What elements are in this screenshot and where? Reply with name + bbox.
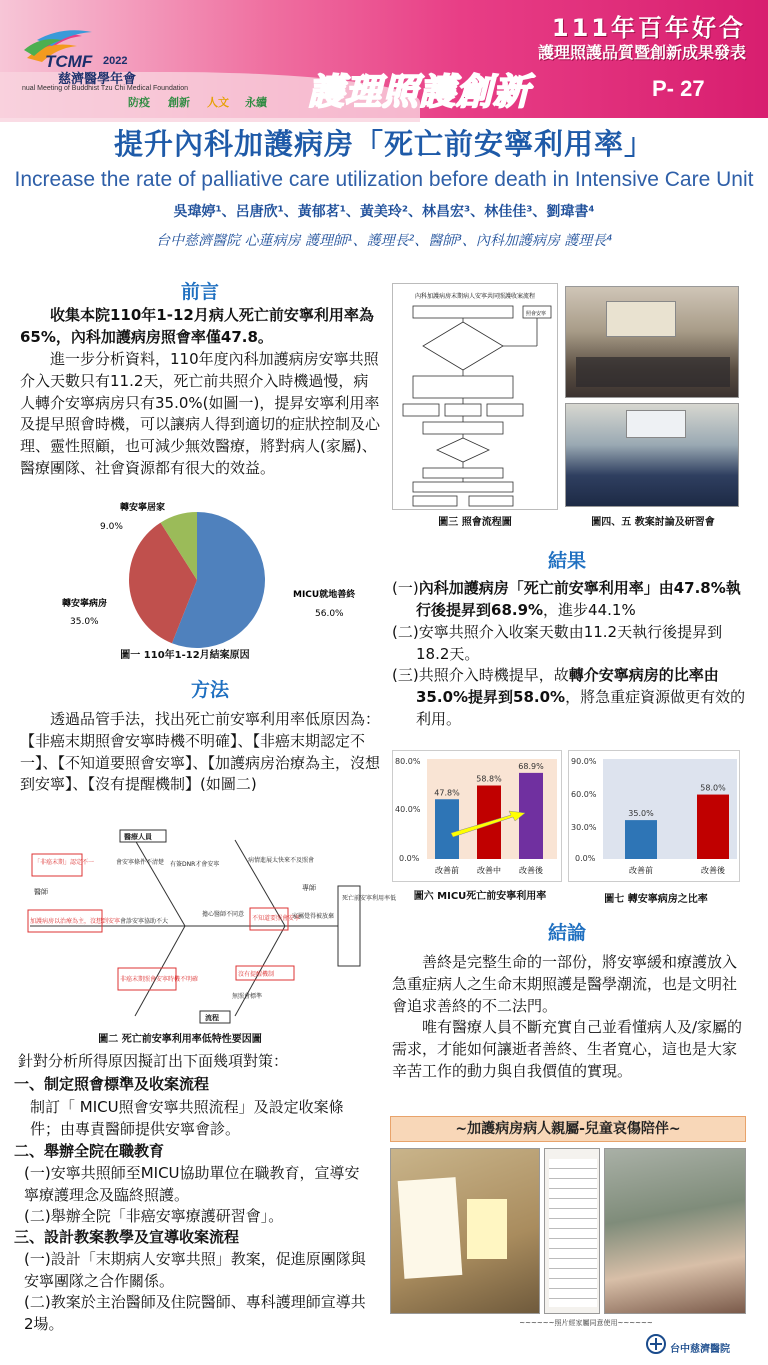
book-page-2 xyxy=(467,1199,507,1259)
flow-title: 內科加護病房末期病人安寧共同照護收案流程 xyxy=(414,293,536,300)
step1-text: 制訂「 MICU照會安寧共照流程」及設定收案條件；由專責醫師提供安寧會診。 xyxy=(30,1098,344,1138)
method-p1: 透過品管手法，找出死亡前安寧利用率低原因為：【非癌末期照會安寧時機不明確】、【非癌末期認定不一】、【不知道要照會安寧】、【加護病房治療為主，沒想到安寧】、【沒有提醒機制】(如圖二) xyxy=(20,710,381,794)
bar-label: 35.0% xyxy=(628,809,654,819)
flow-decision-2 xyxy=(437,438,489,462)
y-tick-60: 60.0% xyxy=(571,790,597,799)
bar-chart-micu xyxy=(392,750,562,882)
banner-line3: 護理照護創新 xyxy=(308,72,531,113)
authors: 吳瑋婷¹、呂唐欣¹、黃郁茗¹、黃美玲²、林昌宏³、林佳佳³、劉瑋書⁴ xyxy=(173,204,595,220)
banner-line1: 111年百年好合 xyxy=(551,14,746,42)
fish-c4: 病情進展太快來不及照會 xyxy=(248,857,315,864)
result-2: (二)安寧共照介入收案天數由11.2天執行後提昇到18.2天。 xyxy=(392,623,723,663)
flow-step-7a xyxy=(413,496,457,506)
result-heading: 結果 xyxy=(547,550,586,572)
family-banner: ~加護病房病人親屬-兒童哀傷陪伴~ xyxy=(390,1116,746,1142)
fig3-caption: 圖三 照會流程圖 xyxy=(438,517,512,528)
fishbone-diagram xyxy=(20,828,397,1024)
photo-consent-note: ~~~~~~照片經家屬同意使用~~~~~~ xyxy=(519,1319,653,1327)
header-banner xyxy=(0,0,768,118)
result-1-num: (一) xyxy=(392,579,419,597)
intro-heading: 前言 xyxy=(180,281,219,303)
y-tick-40: 40.0% xyxy=(395,805,421,814)
photo-letter xyxy=(544,1148,600,1314)
page-title: 提升內科加護病房「死亡前安寧利用率」 xyxy=(113,127,654,161)
x-tick: 改善前 xyxy=(435,866,459,875)
fish-c1: 「非癌末期」認定不一 xyxy=(34,859,95,866)
fish-nurse: 專師 xyxy=(302,884,316,892)
step2-text-b: (二)舉辦全院「非癌安寧療護研習會」。 xyxy=(24,1207,284,1225)
photo-case-discussion xyxy=(565,286,739,398)
step3-heading: 三、設計教案教學及宣導收案流程 xyxy=(14,1228,240,1246)
y-tick-90: 90.0% xyxy=(571,757,597,766)
letter-lines xyxy=(549,1159,597,1307)
intro-p2: 進一步分析資料，110年度內科加護病房安寧共照介入天數只有11.2天，死亡前共照介入時機過慢，病人轉介安寧病房只有35.0%(如圖一)，提昇安寧利用率及提早照會時機，可以讓病人得到適切的症狀控制及心理、靈性照顧，也可減少無效醫療，將對病人(家屬)、醫療團隊、社會資源都有很大的效益。 xyxy=(20,350,381,477)
fig45-caption: 圖四、五 教案討論及研習會 xyxy=(591,517,715,528)
y-tick-0: 0.0% xyxy=(399,854,420,863)
fig1-caption: 圖一 110年1-12月結案原因 xyxy=(120,650,250,661)
result-1 xyxy=(392,578,752,622)
logo-year: 2022 xyxy=(103,55,128,67)
bar xyxy=(435,799,459,859)
flow-step-4 xyxy=(423,422,503,434)
fish-c12: 無照會標準 xyxy=(232,993,263,1000)
step2-text-a: (一)安寧共照師至MICU協助單位在職教育，宣導安寧療護理念及臨終照護。 xyxy=(24,1164,360,1204)
page-subtitle: Increase the rate of palliative care utilization before death in Intensive Care Unit xyxy=(14,168,754,191)
flow-end-label: 照會安寧 xyxy=(526,311,547,317)
logo-tcmf: TCMF xyxy=(45,52,93,71)
flow-step-5 xyxy=(423,468,503,478)
y-tick-80: 80.0% xyxy=(395,757,421,766)
pie-chart xyxy=(20,500,380,660)
pie-value-home: 9.0% xyxy=(100,522,123,532)
flowchart-figure xyxy=(392,283,558,510)
flow-step-1 xyxy=(413,306,513,318)
intro-p1: 收集本院110年1-12月病人死亡前安寧利用率為65%，內科加護病房照會率僅47.8。 xyxy=(20,306,374,346)
pie-label-home: 轉安寧居家 xyxy=(120,503,166,513)
bar-chart-ward xyxy=(568,750,740,882)
x-tick: 改善後 xyxy=(519,866,543,875)
x-tick: 改善前 xyxy=(629,866,653,875)
result-1-bold: 內科加護病房「死亡前安寧利用率」由47.8%執行後提昇到68.9% xyxy=(416,579,741,619)
step3-text-b: (二)教案於主治醫師及住院醫師、專科護理師宣導共2場。 xyxy=(24,1293,366,1333)
photo-bedside xyxy=(604,1148,746,1314)
method-heading: 方法 xyxy=(190,679,229,701)
photo-drawing-book xyxy=(390,1148,540,1314)
fish-doctor: 醫師 xyxy=(34,888,48,896)
pie-value-ward: 35.0% xyxy=(70,617,99,627)
logo-cn: 慈濟醫學年會 xyxy=(58,72,137,87)
flow-step-3c xyxy=(487,404,523,416)
fig7-caption: 圖七 轉安寧病房之比率 xyxy=(604,894,708,905)
page-number: P- 27 xyxy=(652,76,705,101)
slogan-2: 創新 xyxy=(168,96,190,109)
bar-label: 68.9% xyxy=(518,761,544,771)
bar xyxy=(519,773,543,859)
step2-heading: 二、舉辦全院在職教育 xyxy=(14,1142,165,1160)
banner-line2: 護理照護品質暨創新成果發表 xyxy=(537,43,746,62)
result-3-bold: 轉介安寧病房的比率由35.0%提昇到58.0% xyxy=(416,666,719,706)
logo-en: nual Meeting of Buddhist Tzu Chi Medical Foundation xyxy=(22,85,189,92)
hospital-logo-text: 台中慈濟醫院 xyxy=(670,1344,730,1355)
photo-screen xyxy=(606,301,676,337)
flow-decision-1 xyxy=(423,322,503,370)
result-3 xyxy=(392,665,748,730)
bar-label: 47.8% xyxy=(434,788,460,798)
flow-step-3b xyxy=(445,404,481,416)
fish-c2: 會安寧條件不清楚 xyxy=(116,859,165,866)
step1-heading: 一、制定照會標準及收案流程 xyxy=(14,1075,210,1093)
bar-label: 58.8% xyxy=(476,774,502,784)
fish-c3: 有簽DNR才會安寧 xyxy=(170,861,220,868)
flow-step-3a xyxy=(403,404,439,416)
fish-bone-1 xyxy=(135,840,185,926)
fish-staff: 醫療人員 xyxy=(124,833,152,841)
bar xyxy=(625,820,657,859)
bar xyxy=(697,795,729,859)
conclusion-p1: 善終是完整生命的一部份，將安寧緩和療護放入急重症病人之生命末期照護是醫學潮流，也是文明社會追求善終的不二法門。 xyxy=(392,953,738,1015)
affiliation: 台中慈濟醫院 心蓮病房 護理師¹、護理長²、醫師³、內科加護病房 護理長⁴ xyxy=(156,233,612,249)
fish-c10: 非癌末期照會安寧時機不明確 xyxy=(120,976,199,983)
fish-c9: 家屬覺得被放棄 xyxy=(292,913,335,920)
fish-c8: 不知道要照會安寧 xyxy=(252,915,301,922)
fish-c7: 擔心醫師不同意 xyxy=(202,911,245,918)
method-p2: 針對分析所得原因擬訂出下面幾項對策： xyxy=(18,1052,289,1070)
step3-text-a: (一)設計「末期病人安寧共照」教案，促進原團隊與安寧團隊之合作關係。 xyxy=(24,1250,366,1290)
photo-workshop xyxy=(565,403,739,507)
result-3-head: (三)共照介入時機提早，故 xyxy=(392,666,569,684)
x-tick: 改善後 xyxy=(701,866,725,875)
fig6-caption: 圖六 MICU死亡前安寧利用率 xyxy=(413,891,547,902)
conclusion-p2: 唯有醫療人員不斷充實自己並看懂病人及/家屬的需求，才能如何讓逝者善終、生者寬心，這也是大家辛苦工作的動力與自我價值的實現。 xyxy=(392,1018,743,1080)
fish-head-label: 死亡前安寧利用率低 xyxy=(342,895,397,902)
fish-c6: 會診安寧協助不大 xyxy=(120,918,169,925)
result-1-tail: ，進步44.1% xyxy=(543,600,636,619)
photo-audience xyxy=(576,357,730,387)
slogan-3: 人文 xyxy=(207,96,229,109)
book-page-1 xyxy=(398,1177,463,1279)
fish-bone-3 xyxy=(135,926,185,1016)
pie-label-micu: MICU就地善終 xyxy=(293,590,356,600)
fish-c5: 加護病房以治療為主，沒想到安寧 xyxy=(30,918,121,925)
slogan-1: 防疫 xyxy=(128,96,150,109)
fig2-caption: 圖二 死亡前安寧利用率低特性要因圖 xyxy=(98,1034,262,1045)
flow-step-6 xyxy=(413,482,513,492)
pie-value-micu: 56.0% xyxy=(315,609,344,619)
fish-c11: 沒有提醒機制 xyxy=(238,971,275,978)
flow-step-2 xyxy=(413,376,513,398)
result-3-tail: ，將急重症資源做更有效的利用。 xyxy=(416,687,746,728)
fish-process: 流程 xyxy=(205,1014,219,1022)
bar-label: 58.0% xyxy=(700,783,726,793)
x-tick: 改善中 xyxy=(477,866,501,875)
photo-screen-2 xyxy=(626,410,686,438)
y-tick-30: 30.0% xyxy=(571,823,597,832)
slogan-4: 永續 xyxy=(245,96,267,109)
pie-label-ward: 轉安寧病房 xyxy=(62,599,108,609)
flow-step-7b xyxy=(469,496,513,506)
hospital-logo-icon xyxy=(646,1334,666,1354)
conclusion-heading: 結論 xyxy=(547,922,586,944)
y-tick-0b: 0.0% xyxy=(575,854,596,863)
